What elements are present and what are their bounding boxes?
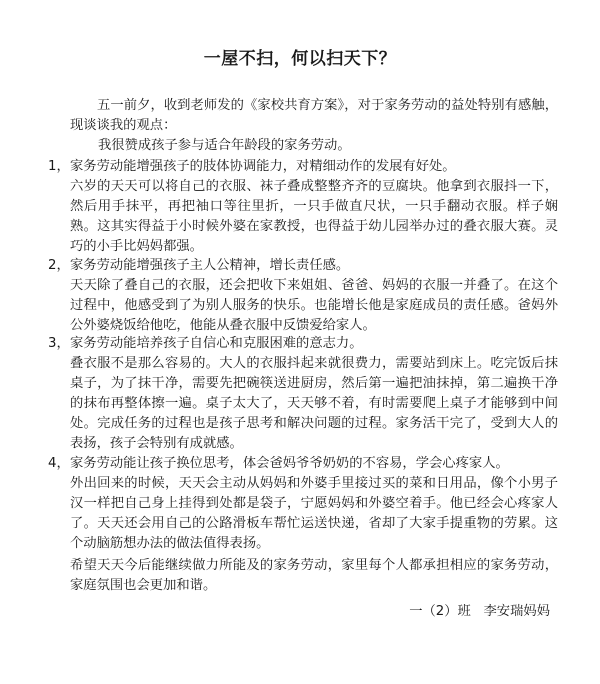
point-body: 六岁的天天可以将自己的衣服、袜子叠成整整齐齐的豆腐块。他拿到衣服抖一下，然后用手抹平，再把袖口等往里折，一只手做直尺状，一只手翻动衣服。样子娴熟。这其实得益于小时候外婆在家教授，也得益于幼儿园举办过的叠衣服大赛。灵巧的小手比妈妈都强。 (70, 179, 558, 254)
signature: 一（2）班 李安瑞妈妈 (409, 604, 550, 619)
point-body: 外出回来的时候，天天会主动从妈妈和外婆手里接过买的菜和日用品，像个小男子汉一样把自己身上挂得到处都是袋子，宁愿妈妈和外婆空着手。他已经会心疼家人了。天天还会用自己的公路滑板车帮忙运送快递，省却了大家手提重物的劳累。这个动脑筋想办法的做法值得表扬。 (70, 476, 558, 551)
point-heading: 家务劳动能让孩子换位思考，体会爸妈爷爷奶奶的不容易，学会心疼家人。 (70, 456, 509, 471)
point-body: 天天除了叠自己的衣服，还会把收下来姐姐、爸爸、妈妈的衣服一并叠了。在这个过程中，他感受到了为别人服务的快乐。也能增长他是家庭成员的责任感。爸妈外公外婆烧饭给他吃，他能从叠衣服中反馈爱给家人。 (70, 278, 558, 333)
stance-paragraph: 我很赞成孩子参与适合年龄段的家务劳动。 (98, 138, 351, 153)
point-heading: 家务劳动能培养孩子自信心和克服困难的意志力。 (70, 336, 363, 351)
point-number: 4， (48, 456, 70, 471)
point-number: 3， (48, 336, 70, 351)
point-number: 1， (48, 159, 70, 174)
point-heading: 家务劳动能增强孩子的肢体协调能力，对精细动作的发展有好处。 (70, 159, 456, 174)
closing-paragraph: 希望天天今后能继续做力所能及的家务劳动，家里每个人都承担相应的家务劳动，家庭氛围也会更加和谐。 (70, 558, 558, 593)
point-number: 2， (48, 258, 70, 273)
point-heading: 家务劳动能增强孩子主人公精神，增长责任感。 (70, 258, 350, 273)
intro-paragraph: 五一前夕，收到老师发的《家校共育方案》，对于家务劳动的益处特别有感触，现谈谈我的观点： (70, 98, 558, 133)
page-title: 一屋不扫，何以扫天下？ (203, 49, 397, 69)
point-body: 叠衣服不是那么容易的。大人的衣服抖起来就很费力，需要站到床上。吃完饭后抹桌子，为了抹干净，需要先把碗筷送进厨房，然后第一遍把油抹掉，第二遍换干净的抹布再整体擦一遍。桌子太大了，天天够不着，有时需要爬上桌子才能够到中间处。完成任务的过程也是孩子思考和解决问题的过程。家务活干完了，受到大人的表扬，孩子会特别有成就感。 (70, 356, 558, 451)
